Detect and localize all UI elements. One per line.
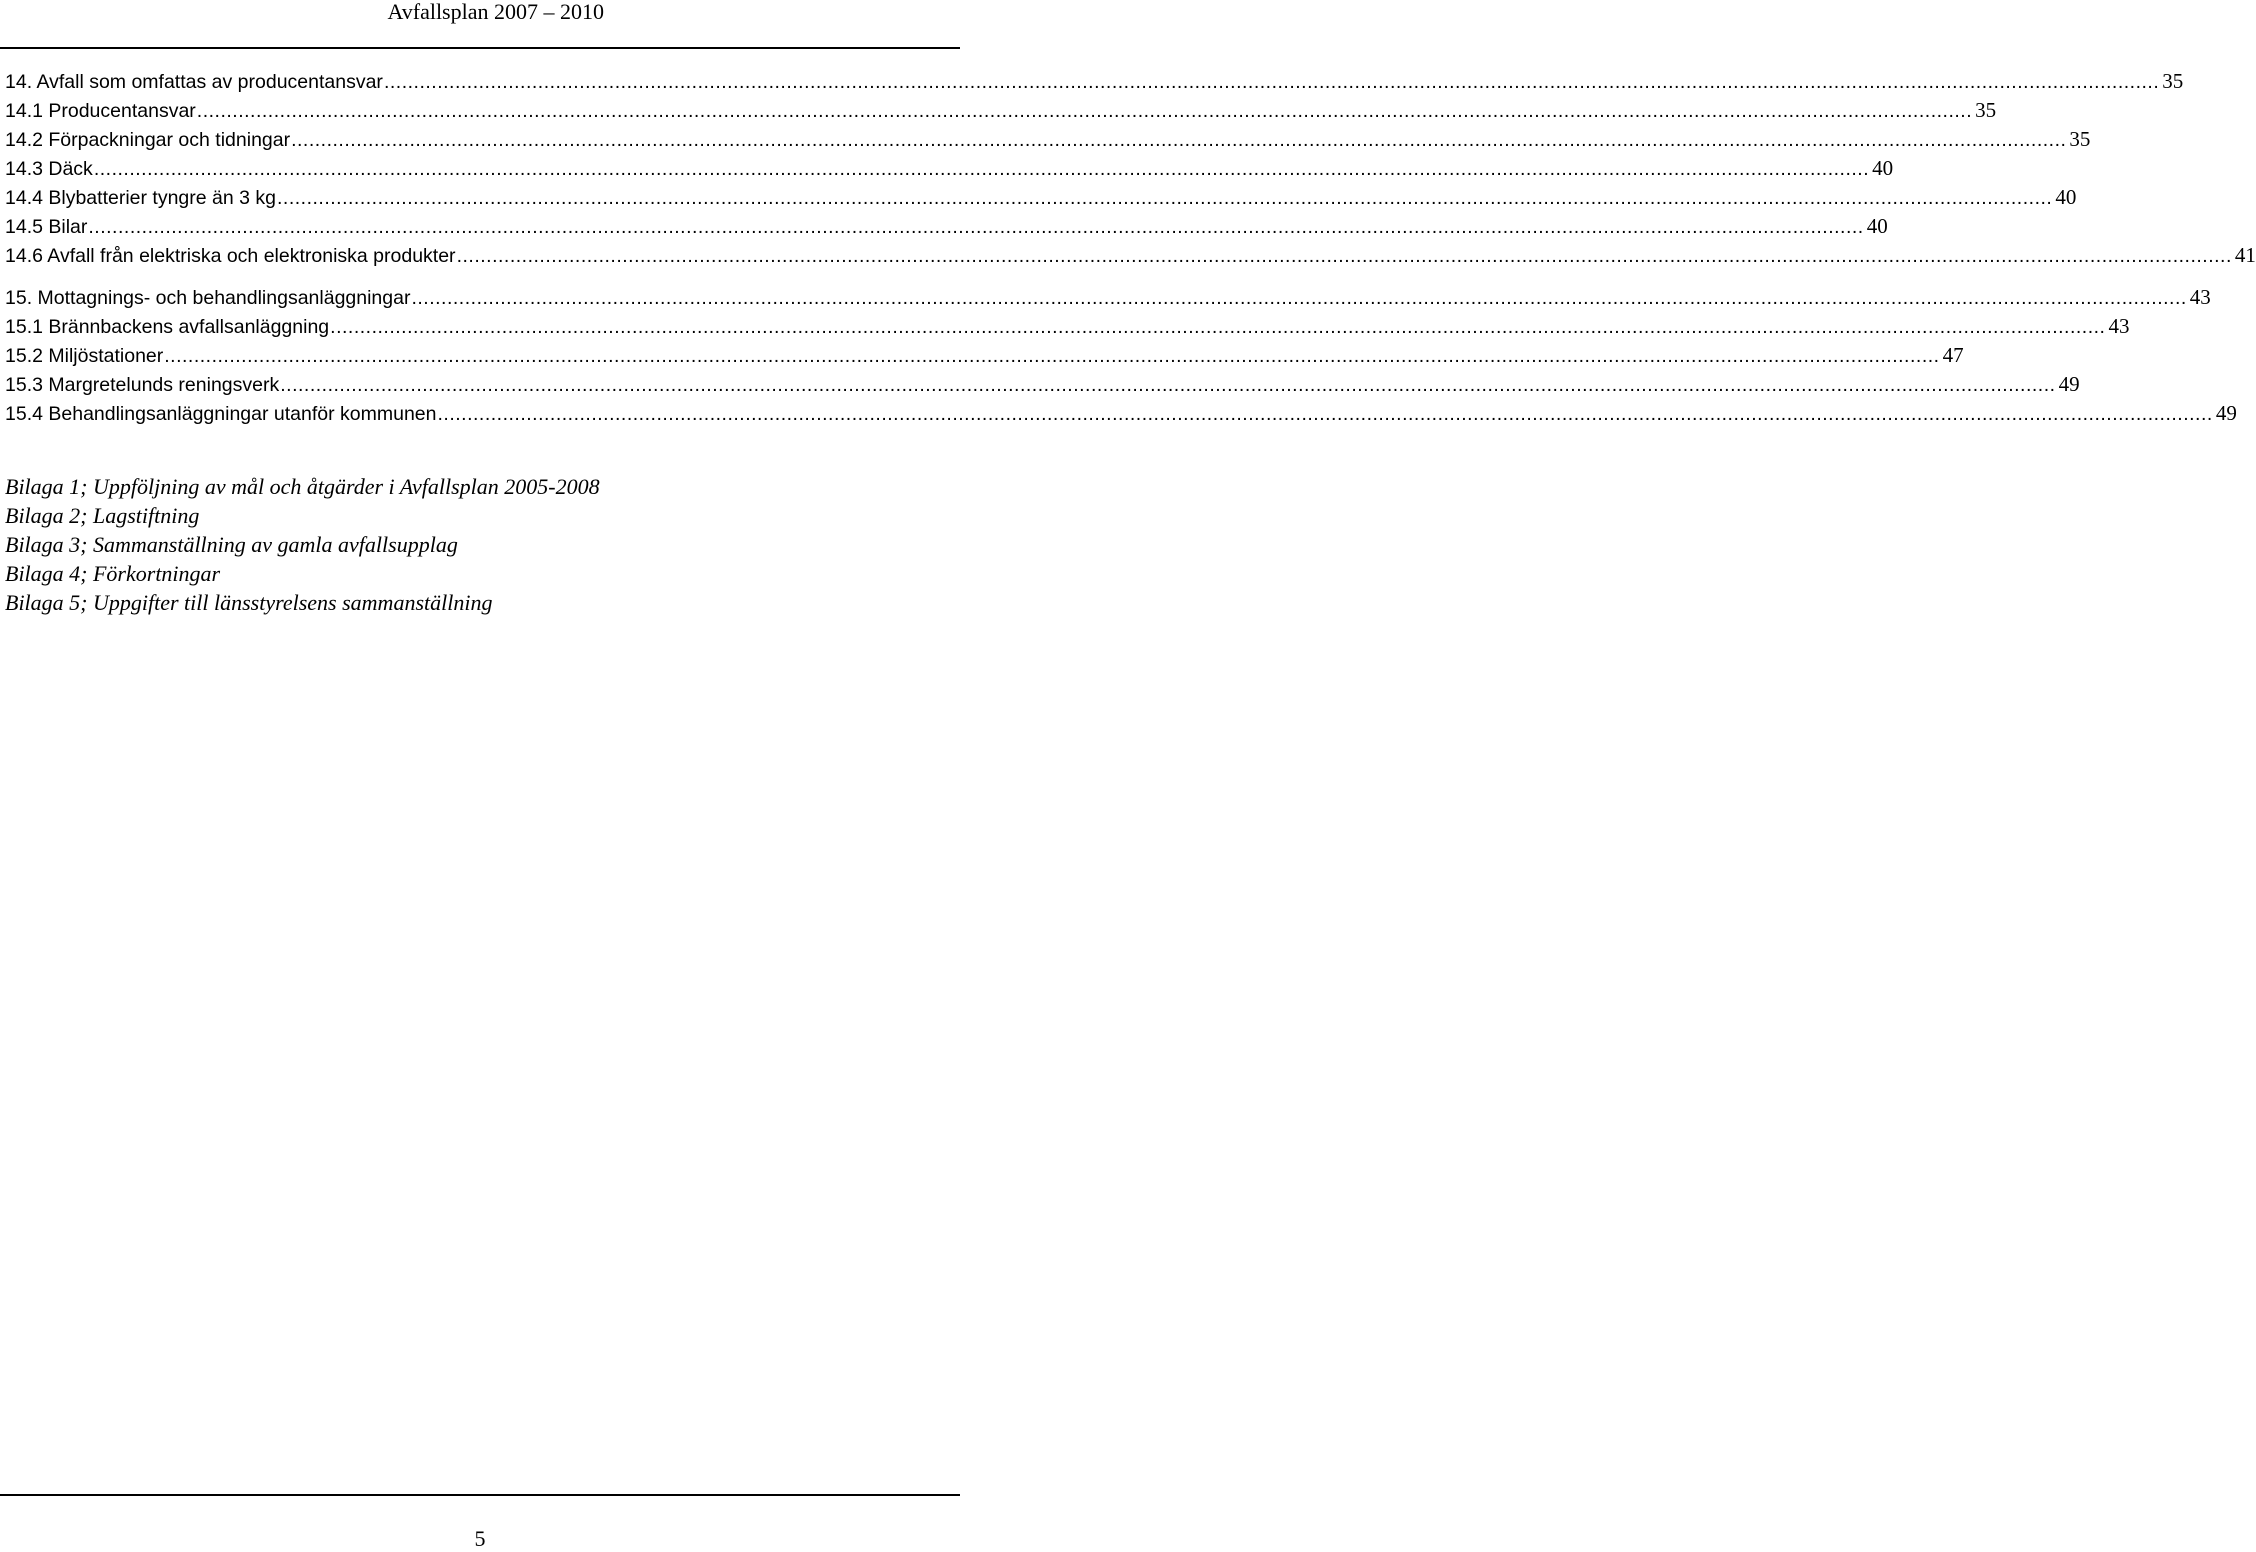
toc-entry[interactable]: [5, 183, 2077, 212]
toc-entry-page-number: 47: [1942, 343, 1964, 367]
footer-divider: [0, 1494, 960, 1496]
toc-entry-page-number: 43: [2189, 285, 2211, 309]
running-header-title: Avfallsplan 2007 – 2010: [387, 0, 604, 24]
toc-entry[interactable]: [5, 241, 2256, 270]
toc-entry-title: 14.6 Avfall från elektriska och elektroniska produkter: [5, 245, 456, 267]
toc-dot-leader: ............................................................................................................................................................................................................................................................................................................: [437, 403, 2213, 425]
appendix-item: Bilaga 1; Uppföljning av mål och åtgärder i Avfallsplan 2005-2008: [5, 474, 600, 499]
table-of-contents: [5, 67, 2256, 428]
header-divider: [0, 47, 960, 49]
toc-dot-leader: ............................................................................................................................................................................................................................................................................................................: [196, 100, 1973, 122]
toc-entry-page-number: 43: [2108, 314, 2130, 338]
toc-entry-page-number: 49: [2215, 401, 2237, 425]
toc-dot-leader: ............................................................................................................................................................................................................................................................................................................: [88, 216, 1864, 238]
toc-entry-title: 14.1 Producentansvar: [5, 100, 196, 122]
page-number: 5: [474, 1526, 486, 1551]
appendix-list: [5, 472, 955, 617]
toc-entry[interactable]: [5, 283, 2211, 312]
toc-entry[interactable]: [5, 154, 1894, 183]
toc-dot-leader: ............................................................................................................................................................................................................................................................................................................: [93, 158, 1870, 180]
toc-entry[interactable]: [5, 312, 2130, 341]
toc-entry-page-number: 35: [2069, 127, 2091, 151]
appendix-item: Bilaga 3; Sammanställning av gamla avfallsupplag: [5, 532, 458, 557]
toc-entry-page-number: 49: [2058, 372, 2080, 396]
toc-entry-page-number: 35: [2162, 69, 2184, 93]
toc-entry-title: 15.2 Miljöstationer: [5, 345, 164, 367]
toc-entry[interactable]: [5, 67, 2184, 96]
toc-entry-title: 15.1 Brännbackens avfallsanläggning: [5, 316, 330, 338]
toc-dot-leader: ............................................................................................................................................................................................................................................................................................................: [411, 287, 2187, 309]
toc-dot-leader: ............................................................................................................................................................................................................................................................................................................: [383, 71, 2160, 93]
appendix-item: Bilaga 2; Lagstiftning: [5, 503, 200, 528]
toc-entry-page-number: 35: [1975, 98, 1997, 122]
toc-entry-title: 14.4 Blybatterier tyngre än 3 kg: [5, 187, 276, 209]
toc-entry-page-number: 40: [1866, 214, 1888, 238]
toc-entry-title: 14.3 Däck: [5, 158, 93, 180]
toc-entry-title: 14. Avfall som omfattas av producentansvar: [5, 71, 383, 93]
toc-dot-leader: ............................................................................................................................................................................................................................................................................................................: [277, 187, 2053, 209]
toc-entry-title: 15. Mottagnings- och behandlingsanläggningar: [5, 287, 411, 309]
toc-dot-leader: ............................................................................................................................................................................................................................................................................................................: [164, 345, 1940, 367]
toc-entry-page-number: 40: [2055, 185, 2077, 209]
toc-entry[interactable]: [5, 125, 2091, 154]
toc-entry-page-number: 41: [2234, 243, 2256, 267]
toc-entry-page-number: 40: [1872, 156, 1894, 180]
toc-entry[interactable]: [5, 341, 1964, 370]
toc-entry[interactable]: [5, 212, 1888, 241]
appendix-item: Bilaga 5; Uppgifter till länsstyrelsens sammanställning: [5, 590, 493, 615]
toc-dot-leader: ............................................................................................................................................................................................................................................................................................................: [291, 129, 2067, 151]
toc-entry-title: 14.2 Förpackningar och tidningar: [5, 129, 291, 151]
toc-entry-title: 15.4 Behandlingsanläggningar utanför kommunen: [5, 403, 437, 425]
toc-dot-leader: ............................................................................................................................................................................................................................................................................................................: [280, 374, 2056, 396]
toc-entry[interactable]: [5, 399, 2237, 428]
toc-entry-title: 14.5 Bilar: [5, 216, 88, 238]
toc-dot-leader: ............................................................................................................................................................................................................................................................................................................: [456, 245, 2232, 267]
toc-entry[interactable]: [5, 96, 1997, 125]
toc-dot-leader: ............................................................................................................................................................................................................................................................................................................: [330, 316, 2106, 338]
toc-entry-title: 15.3 Margretelunds reningsverk: [5, 374, 280, 396]
toc-entry[interactable]: [5, 370, 2080, 399]
appendix-item: Bilaga 4; Förkortningar: [5, 561, 221, 586]
